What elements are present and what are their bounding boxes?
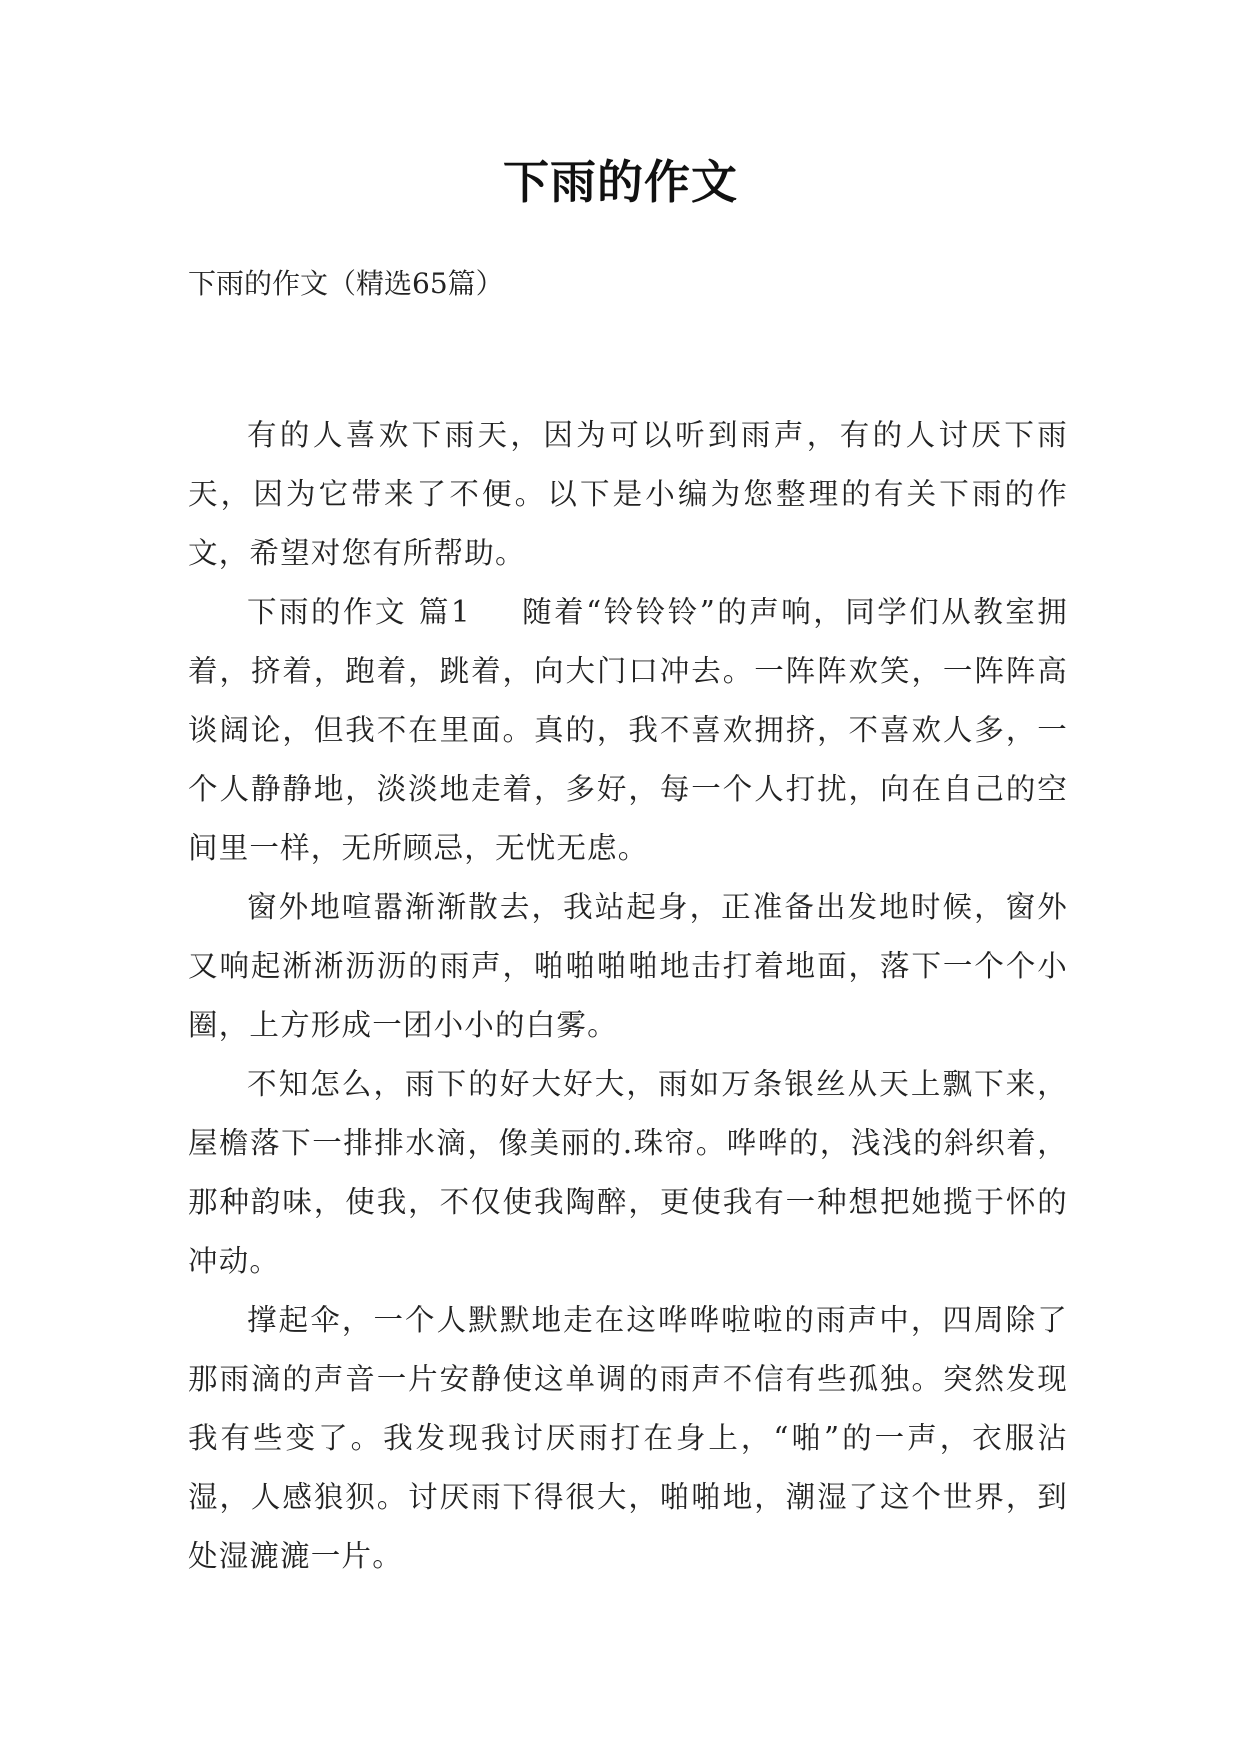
document-body	[188, 406, 1068, 1586]
document-title: 下雨的作文	[503, 155, 738, 209]
body-paragraph: 撑起伞，一个人默默地走在这哗哗啦啦的雨声中，四周除了那雨滴的声音一片安静使这单调的雨声不信有些孤独。突然发现我有些变了。我发现我讨厌雨打在身上，“啪”的一声，衣服沾湿，人感狼狈。讨厌雨下得很大，啪啪地，潮湿了这个世界，到处湿漉漉一片。	[188, 1303, 1068, 1573]
essay-1-text: 随着“铃铃铃”的声响，同学们从教室拥着，挤着，跑着，跳着，向大门口冲去。一阵阵欢笑，一阵阵高谈阔论，但我不在里面。真的，我不喜欢拥挤，不喜欢人多，一个人静静地，淡淡地走着，多好，每一个人打扰，向在自己的空间里一样，无所顾忌，无忧无虑。	[188, 595, 1068, 865]
essay-1-paragraph	[188, 583, 1068, 878]
body-paragraph: 窗外地喧嚣渐渐散去，我站起身，正准备出发地时候，窗外又响起淅淅沥沥的雨声，啪啪啪啪地击打着地面，落下一个个小圈，上方形成一团小小的白雾。	[188, 890, 1068, 1042]
essay-1-heading: 下雨的作文 篇1	[247, 595, 471, 629]
intro-paragraph: 有的人喜欢下雨天，因为可以听到雨声，有的人讨厌下雨天，因为它带来了不便。以下是小编为您整理的有关下雨的作文，希望对您有所帮助。	[188, 418, 1068, 570]
document-subtitle: 下雨的作文（精选65篇）	[188, 267, 504, 300]
body-paragraph: 不知怎么，雨下的好大好大，雨如万条银丝从天上飘下来，屋檐落下一排排水滴，像美丽的.珠帘。哗哗的，浅浅的斜织着，那种韵味，使我，不仅使我陶醉，更使我有一种想把她揽于怀的冲动。	[188, 1067, 1068, 1278]
